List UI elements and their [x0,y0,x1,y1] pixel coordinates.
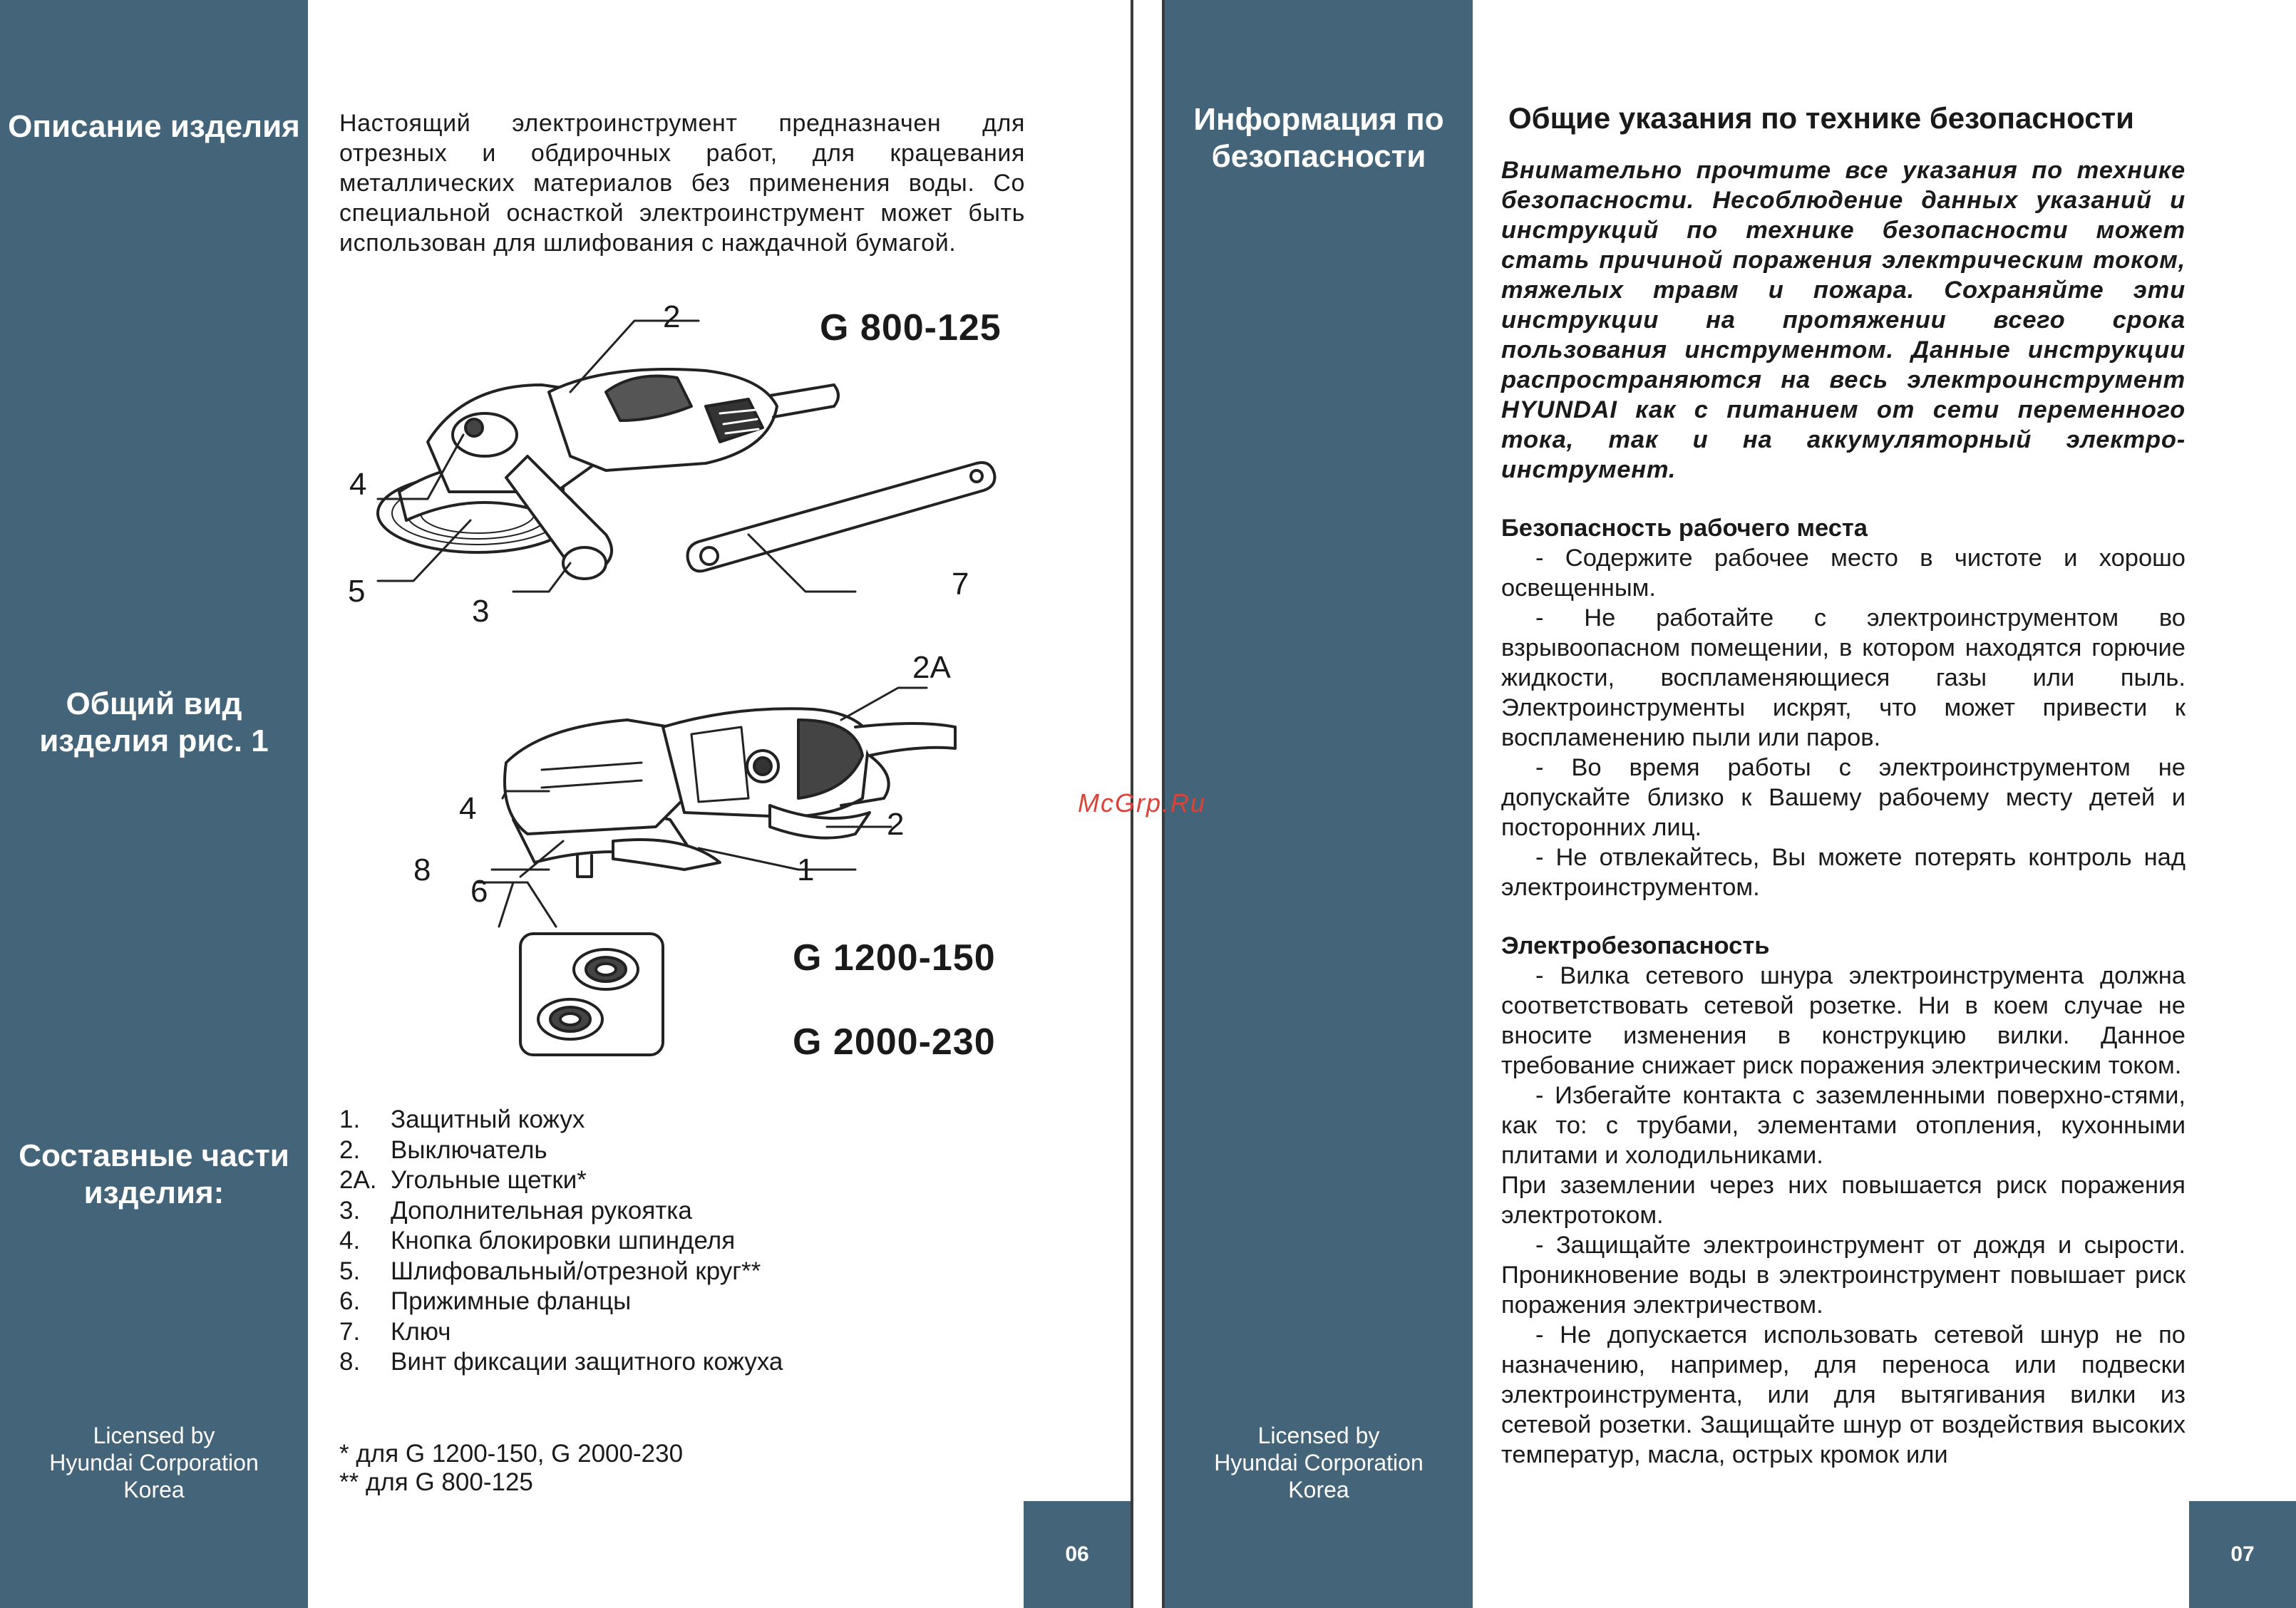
section-heading-electrical: Электробезопасность [1501,932,1770,959]
workplace-item: - Не работайте с электроинструментом во взрывоопасном помещении, в котором находятся горючие жидкости, воспламеняющиеся газы или пыль. Электроинструменты искрят, что может привести к воспламенению пыли или паров. [1501,604,2186,751]
list-item: 5. Шлифовальный/отрезной круг** [339,1257,761,1285]
parts-list [339,1105,783,1378]
section-heading-workplace: Безопасность рабочего места [1501,515,1868,542]
callout-2-top: 2 [663,299,681,334]
model-g800: G 800-125 [820,307,1002,349]
model-g1200: G 1200-150 [793,937,996,979]
list-item: 3. Дополнительная рукоятка [339,1196,692,1225]
electrical-item: - Защищайте электроинструмент от дождя и сырости. Проникновение воды в электроинструмент повышает риск поражения электричеством. [1501,1232,2186,1319]
electrical-item: - Избегайте контакта с заземленными поверхно-стями, как то: с трубами, элементами отопления, кухонными плитами и холодильниками. [1501,1082,2186,1169]
callout-3-top: 3 [472,594,490,629]
list-item: 7. Ключ [339,1317,451,1346]
watermark: McGrp.Ru [1078,788,1207,818]
list-item: 2A. Угольные щетки* [339,1166,587,1194]
list-item: 1. Защитный кожух [339,1106,585,1133]
heading-general-view: Общий вид изделия рис. 1 [39,686,269,758]
grinder-g800-illustration [335,299,1041,641]
list-item: 4. Кнопка блокировки шпинделя [339,1227,736,1254]
workplace-item: - Содержите рабочее место в чистоте и хорошо освещенным. [1501,545,2186,602]
callout-2a-bottom: 2A [912,650,951,685]
page-number-left: 06 [1024,1501,1131,1608]
safety-body [1501,155,2186,1470]
list-item: 2. Выключатель [339,1135,547,1164]
heading-components: Составные части изделия: [19,1138,289,1210]
model-g2000: G 2000-230 [793,1021,996,1063]
footnote-1: * для G 1200-150, G 2000-230 [339,1440,684,1468]
list-item: 8. Винт фиксации защитного кожуха [339,1348,783,1376]
license-text-right: Licensed by Hyundai Corporation Korea [1214,1423,1424,1503]
page-title: Общие указания по технике безопасности [1508,101,2134,135]
callout-5-top: 5 [348,574,366,609]
page-number-right: 07 [2189,1501,2296,1608]
callout-4-bottom: 4 [459,791,477,826]
license-text: Licensed by Hyundai Corporation Korea [49,1423,259,1503]
left-page [0,0,1133,1608]
callout-2-bottom: 2 [887,807,905,842]
callout-6-bottom: 6 [470,874,488,909]
intro-text: Настоящий электроинструмент предназначен для отрезных и обдирочных работ, для крацевания металлических материалов без применения воды. Со специальной оснасткой электроинструмент может быть использован для шлифования с наждачной бумагой. [339,110,1025,257]
workplace-item: - Во время работы с электроинструментом не допускайте близко к Вашему рабочему месту детей и посторонних лиц. [1501,754,2186,841]
electrical-item: - Вилка сетевого шнура электроинструмента должна соответствовать сетевой розетке. Ни в коем случае не вносите изменения в конструкцию вилки. Данное требование снижает риск поражения электрическим током. [1501,962,2186,1079]
heading-safety-info: Информация по безопасности [1193,102,1444,174]
electrical-note: При заземлении через них повышается риск поражения электротоком. [1501,1172,2186,1229]
grinder-g1200-illustration [399,656,969,1069]
right-sidebar [1165,0,1473,1608]
footnote-2: ** для G 800-125 [339,1468,533,1496]
callout-1-bottom: 1 [797,852,815,887]
list-item: 6. Прижимные фланцы [339,1287,632,1315]
callout-7-top: 7 [952,567,969,602]
callout-4-top: 4 [349,467,367,502]
electrical-item: - Не допускается использовать сетевой шнур не по назначению, например, для переноса или подвески электроинструмента, или для вытягивания вилки из сетевой розетки. Защищайте шнур от воздействия высоких температур, масла, острых кромок или [1501,1321,2186,1468]
left-sidebar [0,0,308,1608]
callout-8-bottom: 8 [413,852,431,887]
workplace-item: - Не отвлекайтесь, Вы можете потерять контроль над электроинструментом. [1501,844,2186,901]
heading-product-description: Описание изделия [8,109,300,144]
footnotes [339,1440,683,1497]
safety-lead-text: Внимательно прочтите все указания по технике безопасности. Несоблюдение данных указаний и инструкций по технике безопасности может стать причиной поражения электрическим током, тяжелых травм и пожара. Сохраняйте эти инструкции на протяжении всего срока пользования инструментом. Данные инструкции распространяются на весь электроинструмент HYUNDAI как с питанием от сети переменного тока, так и на аккумуляторный электро-инструмент. [1501,157,2186,483]
